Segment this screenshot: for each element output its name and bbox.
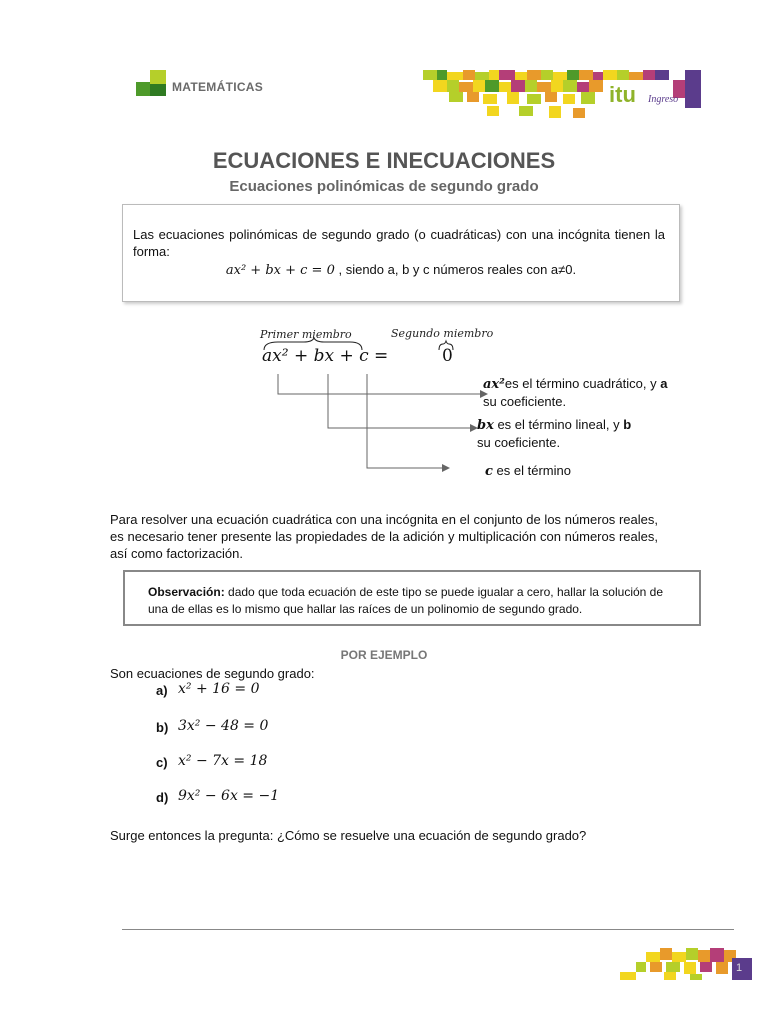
footer-banner	[620, 948, 755, 980]
definition-formula-line	[123, 261, 679, 279]
page-subtitle: Ecuaciones polinómicas de segundo grado	[229, 178, 539, 195]
observation-box	[123, 570, 701, 626]
formula-condition: , siendo a, b y c números reales con a≠0.	[334, 262, 577, 277]
example-equation-d: 9x² − 6x = −1	[178, 788, 280, 804]
constant-term-description	[485, 462, 685, 480]
example-label-b: b)	[156, 720, 169, 735]
observation-body: dado que toda ecuación de este tipo se puede igualar a cero, hallar la solución de una de ellas es lo mismo que hallar las raíces de un polinomio de segundo grado.	[148, 585, 664, 616]
definition-box	[122, 204, 680, 302]
page-title: ECUACIONES E INECUACIONES	[212, 148, 556, 173]
closing-question: Surge entonces la pregunta: ¿Cómo se resuelve una ecuación de segundo grado?	[110, 828, 587, 843]
term-arrows	[270, 370, 490, 474]
constant-term-text: es el término	[492, 463, 571, 478]
first-member-label: Primer miembro	[260, 328, 352, 341]
quadratic-term-text-2: su coeficiente.	[483, 394, 567, 409]
example-equation-c: x² − 7x = 18	[178, 753, 268, 769]
quadratic-coefficient: a	[660, 376, 668, 391]
diagram-left-expression: ax² + bx + c =	[262, 346, 389, 366]
definition-text: Las ecuaciones polinómicas de segundo grado (o cuadráticas) con una incógnita tienen la forma:	[133, 227, 665, 259]
example-equation-a: x² + 16 = 0	[178, 681, 260, 697]
general-formula: ax² + bx + c = 0	[225, 263, 335, 278]
example-equation-b: 3x² − 48 = 0	[178, 718, 269, 734]
examples-intro: Son ecuaciones de segundo grado:	[110, 666, 315, 681]
constant-term: c	[485, 464, 493, 479]
linear-coefficient: b	[623, 417, 632, 432]
quadratic-term: ax²	[483, 377, 505, 392]
linear-term-text-2: su coeficiente.	[477, 435, 561, 450]
example-label-a: a)	[156, 683, 168, 698]
matematicas-logo	[136, 70, 266, 98]
quadratic-term-text: es el término cuadrático, y	[504, 376, 661, 391]
logo-text: MATEMÁTICAS	[172, 80, 264, 94]
second-member-label: Segundo miembro	[391, 327, 494, 340]
example-heading: POR EJEMPLO	[340, 648, 428, 662]
itu-wordmark: itu	[609, 82, 636, 107]
footer-rule	[122, 929, 734, 930]
itu-banner	[423, 70, 703, 122]
linear-term-description	[477, 416, 697, 451]
ingreso-wordmark: Ingreso	[648, 94, 679, 105]
observation-text	[148, 584, 683, 618]
page-number: 1	[736, 962, 743, 974]
example-label-d: d)	[156, 790, 169, 805]
quadratic-term-description	[483, 375, 703, 410]
linear-term: bx	[477, 418, 494, 433]
linear-term-text: es el término lineal, y	[493, 417, 624, 432]
resolution-paragraph: Para resolver una ecuación cuadrática con una incógnita en el conjunto de los números reales, es necesario tener presente las propiedades de la adición y multiplicación con números reales, así como factorización.	[110, 512, 658, 561]
example-label-c: c)	[156, 755, 168, 770]
diagram-right-expression: 0	[442, 346, 453, 366]
observation-label: Observación:	[148, 585, 225, 599]
